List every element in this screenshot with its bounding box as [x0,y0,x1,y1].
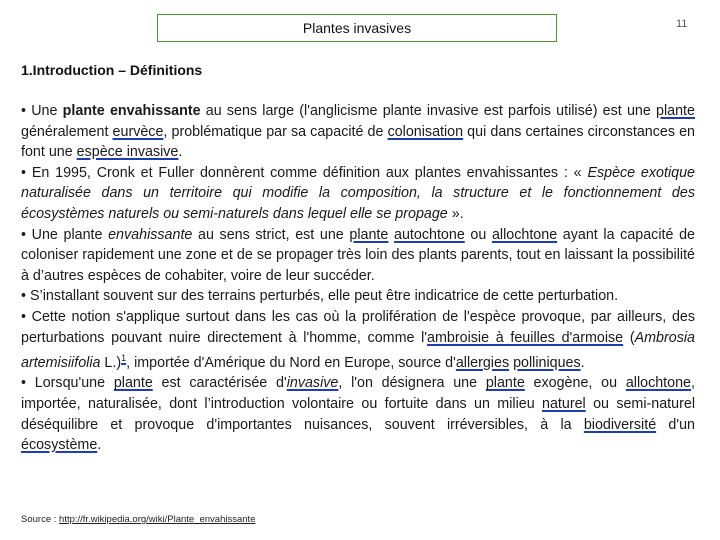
link-ecosysteme[interactable]: écosystème [21,437,98,454]
link-espece-invasive[interactable]: espèce invasive [76,144,179,161]
link-allochtone[interactable]: allochtone [491,226,558,243]
text: • En 1995, Cronk et Fuller donnèrent comme définition aux plantes envahissantes : « [21,164,588,181]
link-ambroisie[interactable]: ambroisie à feuilles d'armoise [427,329,624,346]
bold-term: plante envahissante [62,103,201,119]
text: ». [447,205,464,222]
text: • Une plante [21,226,109,243]
text: ou [464,226,492,243]
text: ayant la capacité de coloniser rapidement une zone et de se propager très loin des plants parents, tout en laissant la possibilité à d’autres espèces de cohabiter, voire de leur succéder. [21,226,695,284]
text: . [97,437,102,454]
link-polliniques[interactable]: polliniques [513,354,581,371]
text: • Une [21,103,63,119]
italic-term: envahissante [108,226,193,243]
text: au sens large (l'anglicisme plante invasive est parfois utilisé) est une [200,103,657,119]
link-plante[interactable]: plante [113,375,153,392]
page-number: 11 [676,18,688,30]
text: • Cette notion s'applique surtout dans les cas où la prolifération de l'espèce provoque, par ailleurs, des perturbations pouvant nuire directement à l'homme, comme l' [21,308,695,346]
text: qui dans certaines circonstances en font une [21,123,696,161]
paragraph-3 [21,225,695,287]
link-allergies[interactable]: allergies [455,354,510,371]
italic-quote: Espèce exotique naturalisée dans un territoire qui modifie la composition, la structure et le fonctionnement des écosystèmes naturels ou semi-naturels dans lequel elle se propage [21,164,695,222]
text: , importée d'Amérique du Nord en Europe, source d' [126,354,456,371]
paragraph-2 [21,163,695,225]
paragraph-6 [21,373,695,455]
source-link[interactable]: http://fr.wikipedia.org/wiki/Plante_envahissante [59,514,256,525]
source-line [21,514,255,525]
text: généralement [21,123,113,140]
text: est caractérisée d' [152,375,287,392]
link-naturel[interactable]: naturel [542,396,586,413]
link-colonisation[interactable]: colonisation [387,123,464,140]
link-plante[interactable]: plante [656,103,695,119]
text: , problématique par sa capacité de [163,123,388,140]
text: L.) [100,354,122,371]
paragraph-5 [21,307,695,374]
link-autochtone[interactable]: autochtone [394,226,465,243]
text: exogène, ou [524,375,626,392]
text: . [178,144,183,161]
link-plante[interactable]: plante [349,226,389,243]
text: . [580,354,585,371]
slide-title: Plantes invasives [302,20,412,36]
text: au sens strict, est une [192,226,350,243]
text: ( [623,329,635,346]
link-plante[interactable]: plante [485,375,525,392]
text: d'un [656,416,695,433]
title-box [157,14,557,42]
italic-species-name: Ambrosia artemisiifolia [21,329,695,371]
link-invasive[interactable]: invasive [286,375,339,392]
text: , importée, naturalisée, dont l’introduction volontaire ou fortuite dans un milieu [21,375,695,413]
link-eurvece[interactable]: eurvèce [112,123,164,140]
link-biodiversite[interactable]: biodiversité [583,416,657,433]
section-heading: 1.Introduction – Définitions [21,62,203,78]
source-label: Source : [21,514,60,525]
text: • Lorsqu'une [21,375,114,392]
body-text [21,101,695,456]
text: , l'on désignera une [338,375,486,392]
footnote-ref[interactable]: 1 [121,353,127,364]
text: ou semi-naturel déséquilibre et provoque d'importantes nuisances, souvent irréversibles, à la [21,396,695,433]
paragraph-1 [21,101,695,163]
paragraph-4: • S’installant souvent sur des terrains perturbés, elle peut être indicatrice de cette perturbation. [21,288,619,305]
link-allochtone[interactable]: allochtone [625,375,691,392]
